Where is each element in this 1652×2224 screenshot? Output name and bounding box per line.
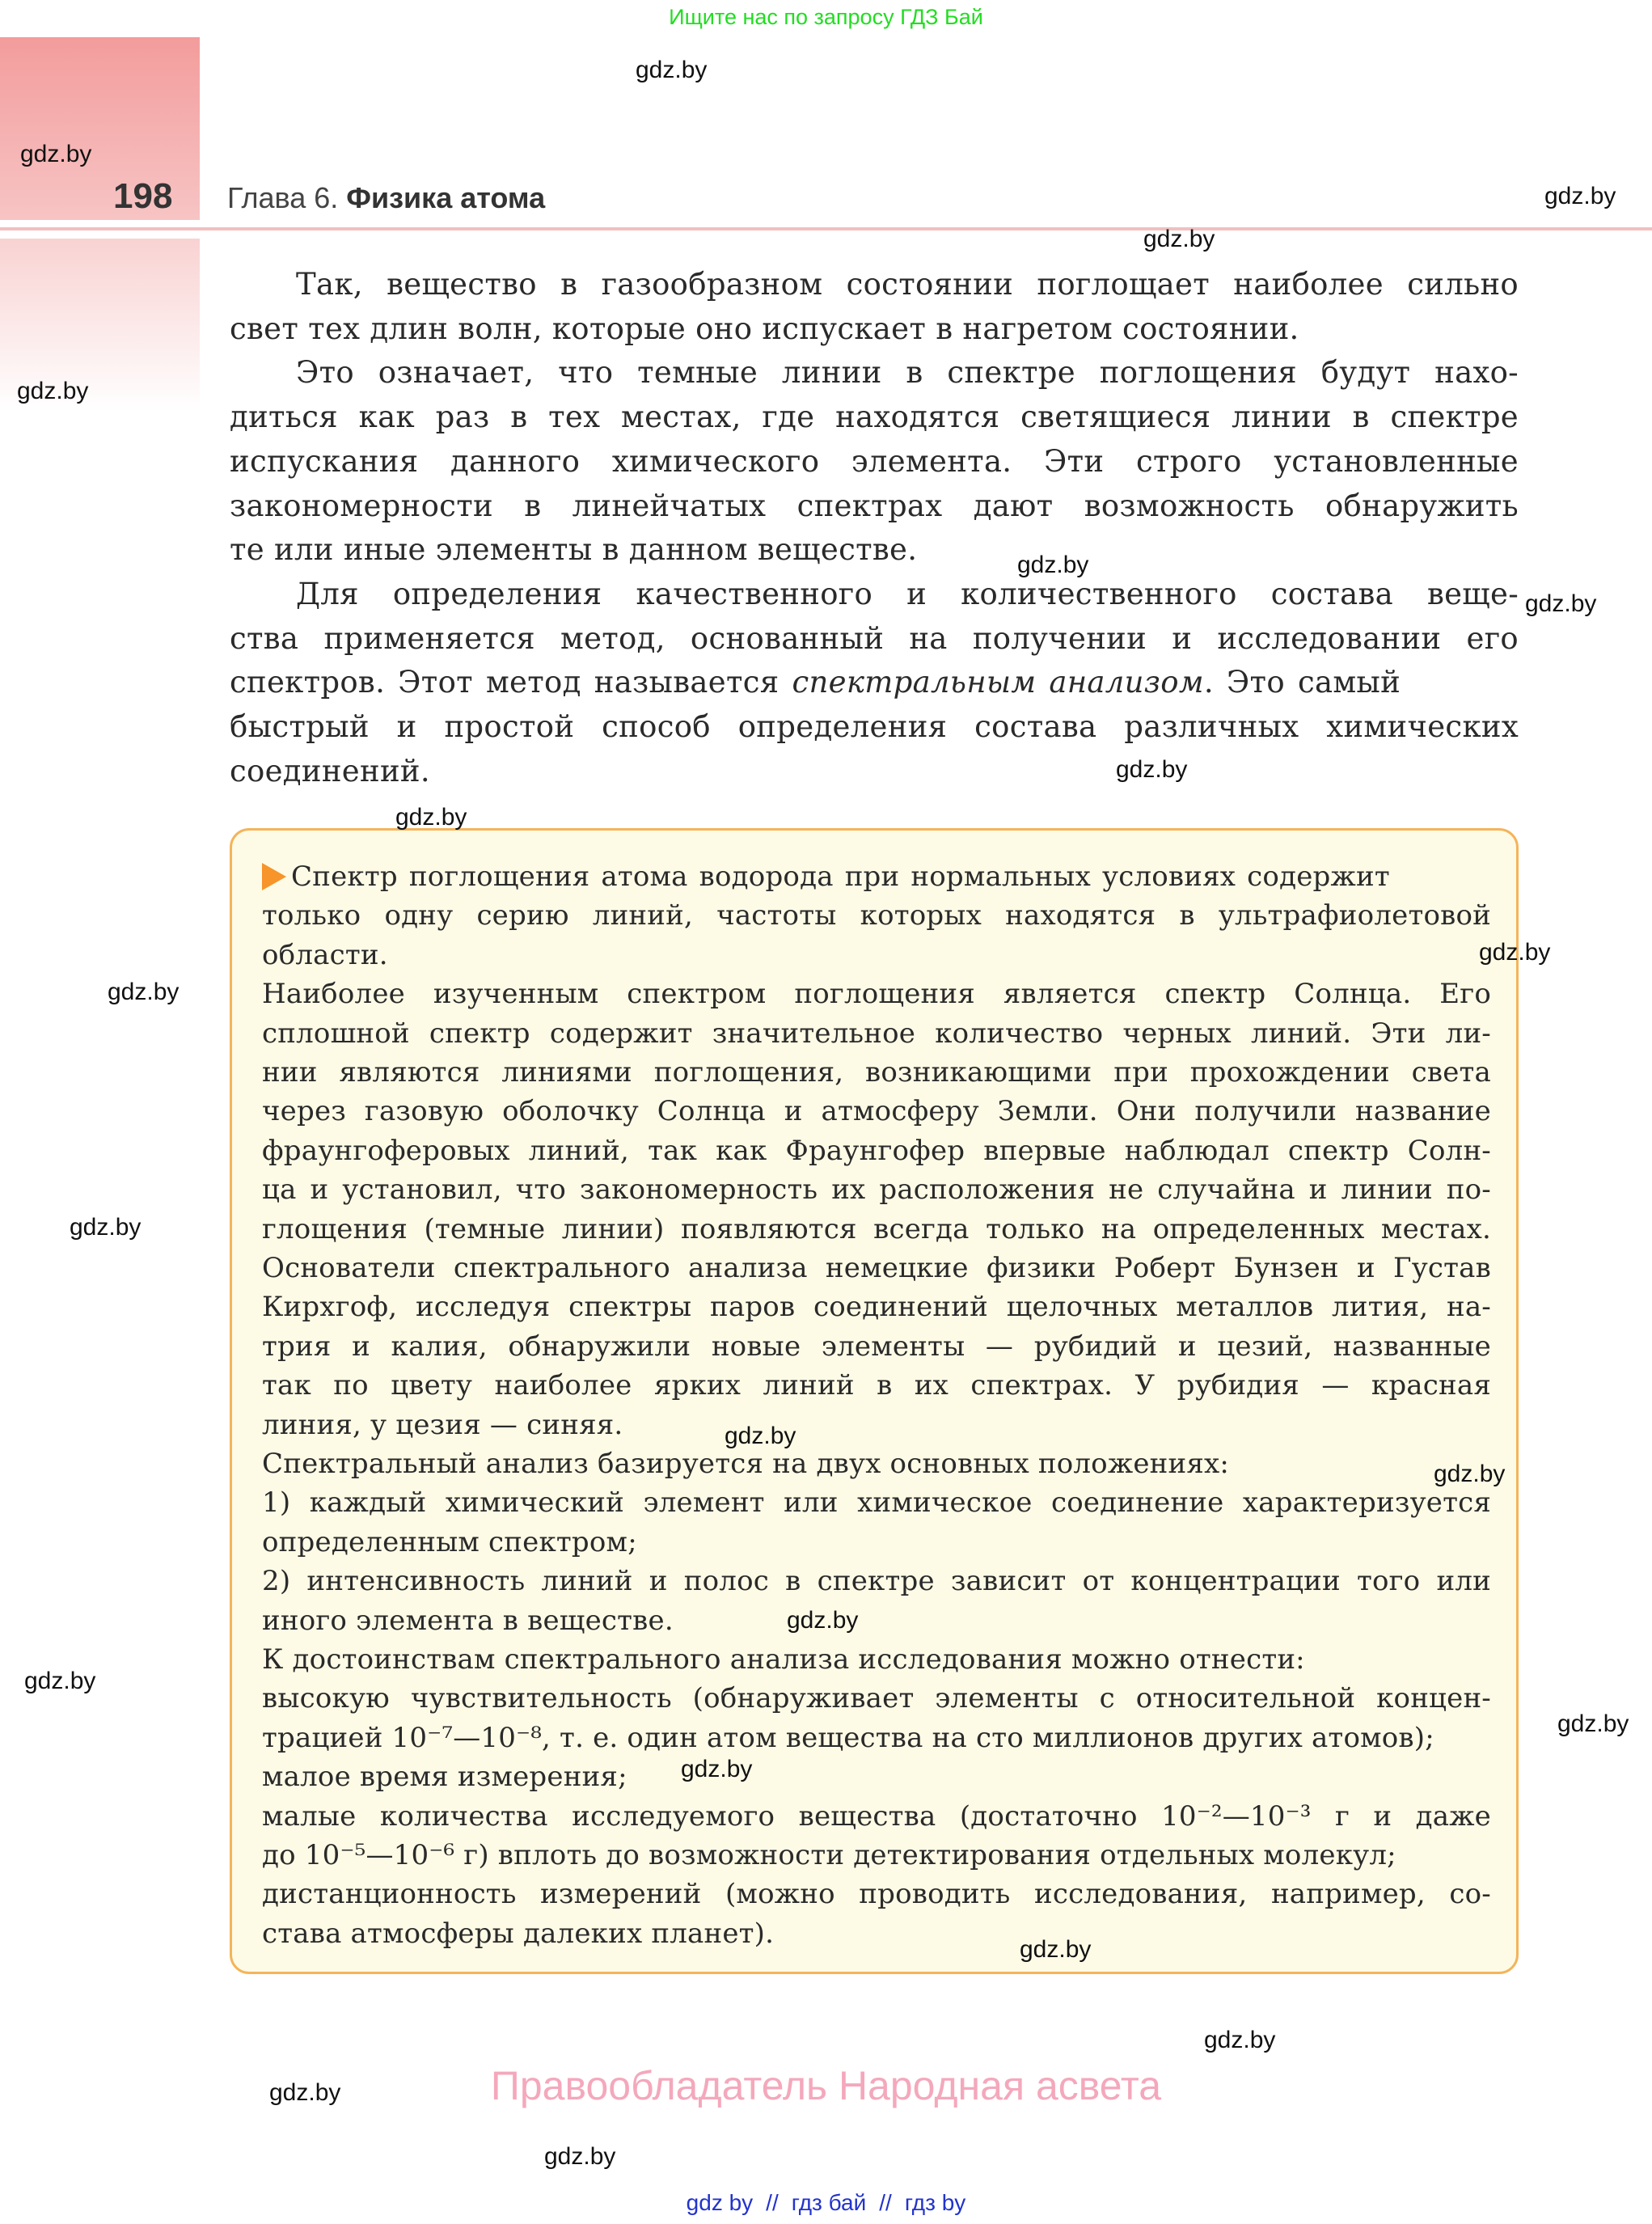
info-box-line: Кирхгоф, исследуя спектры паров соединений щелочных металлов лития, на-	[262, 1291, 1491, 1324]
body-line-text: . Это самый	[1203, 665, 1401, 700]
body-line: Это означает, что темные линии в спектре поглощения будут нахо-	[296, 355, 1519, 391]
body-line: свет тех длин волн, которые оно испускает в нагретом состоянии.	[230, 311, 1299, 346]
watermark-gdz: gdz.by	[681, 1756, 753, 1782]
info-box-line	[262, 857, 1491, 896]
info-box-line: так по цвету наиболее ярких линий в их спектрах. У рубидия — красная	[262, 1369, 1491, 1402]
top-ad-text[interactable]: Ищите нас по запросу ГДЗ Бай	[669, 5, 983, 29]
watermark-gdz: gdz.by	[1204, 2027, 1276, 2053]
watermark-gdz: gdz.by	[108, 979, 180, 1005]
footer-link-gdz-by-ru[interactable]: гдз by	[904, 2190, 966, 2215]
body-line: те или иные элементы в данном веществе.	[230, 532, 918, 568]
info-box-line: сплошной спектр содержит значительное количество черных линий. Эти ли-	[262, 1017, 1491, 1050]
chapter-title: Физика атома	[346, 181, 546, 214]
footer-link-gdz-bai[interactable]: гдз бай	[791, 2190, 867, 2215]
footer-link-gdz-by[interactable]: gdz by	[686, 2190, 754, 2215]
watermark-gdz: gdz.by	[1434, 1461, 1506, 1487]
info-box-line: Основатели спектрального анализа немецкие физики Роберт Бунзен и Густав	[262, 1252, 1491, 1284]
info-box-line: ца и установил, что закономерность их расположения не случайна и линии по-	[262, 1173, 1491, 1207]
info-box-line: К достоинствам спектрального анализа исследования можно отнести:	[262, 1643, 1305, 1676]
watermark-gdz: gdz.by	[1557, 1710, 1629, 1737]
chapter-label: Глава 6.	[227, 181, 339, 214]
info-box-line: дистанционность измерений (можно проводить исследования, например, со-	[262, 1878, 1491, 1911]
body-line: диться как раз в тех местах, где находятся светящиеся линии в спектре	[230, 400, 1519, 435]
chapter-heading	[227, 181, 545, 215]
page-number: 198	[113, 176, 173, 216]
info-box-line: определенным спектром;	[262, 1525, 637, 1558]
info-box-line: малые количества исследуемого вещества (достаточно 10⁻²—10⁻³ г и даже	[262, 1799, 1491, 1833]
body-line: испускания данного химического элемента. Эти строго установленные	[230, 443, 1519, 479]
watermark-gdz: gdz.by	[636, 57, 708, 83]
watermark-gdz: gdz.by	[1116, 756, 1188, 783]
info-box-line: через газовую оболочку Солнца и атмосферу Земли. Они получили название	[262, 1095, 1491, 1128]
watermark-gdz: gdz.by	[1020, 1936, 1092, 1963]
info-box	[230, 828, 1519, 1974]
watermark-gdz: gdz.by	[1544, 183, 1616, 209]
body-line: закономерности в линейчатых спектрах дают возможность обнаружить	[230, 488, 1519, 523]
watermark-gdz: gdz.by	[70, 1214, 142, 1241]
body-line	[230, 660, 1519, 704]
term-spectral-analysis: спектральным анализом	[792, 665, 1204, 700]
info-box-line: глощения (темные линии) появляются всегда только на определенных местах.	[262, 1212, 1491, 1245]
info-box-line: до 10⁻⁵—10⁻⁶ г) вплоть до возможности детектирования отдельных молекул;	[262, 1839, 1396, 1871]
arrow-marker-icon	[262, 863, 286, 890]
info-box-line: фраунгоферовых линий, так как Фраунгофер впервые наблюдал спектр Солн-	[262, 1134, 1491, 1167]
watermark-gdz: gdz.by	[1017, 552, 1089, 578]
footer-links	[0, 2190, 1652, 2216]
info-box-line: высокую чувствительность (обнаруживает элементы с относительной концен-	[262, 1682, 1491, 1715]
info-box-line: только одну серию линий, частоты которых находятся в ультрафиолетовой	[262, 899, 1491, 932]
watermark-gdz: gdz.by	[544, 2143, 616, 2170]
watermark-gdz: gdz.by	[1143, 226, 1215, 252]
info-box-line: Спектральный анализ базируется на двух основных положениях:	[262, 1448, 1230, 1480]
body-line: ства применяется метод, основанный на получении и исследовании его	[230, 620, 1519, 656]
info-box-line: линия, у цезия — синяя.	[262, 1408, 623, 1441]
info-box-line: Наиболее изученным спектром поглощения является спектр Солнца. Его	[262, 978, 1491, 1011]
info-box-line: нии являются линиями поглощения, возникающими при прохождении света	[262, 1056, 1491, 1089]
watermark-gdz: gdz.by	[20, 141, 92, 167]
info-box-line: трия и калия, обнаружили новые элементы — рубидий и цезий, названные	[262, 1330, 1491, 1363]
watermark-gdz: gdz.by	[395, 804, 467, 831]
watermark-gdz: gdz.by	[17, 378, 89, 404]
watermark-gdz: gdz.by	[269, 2079, 341, 2106]
body-line: Так, вещество в газообразном состоянии поглощает наиболее сильно	[296, 267, 1519, 302]
info-box-line: малое время измерения;	[262, 1761, 627, 1794]
footer-separator: //	[879, 2190, 892, 2215]
body-line: быстрый и простой способ определения состава различных химических	[230, 709, 1519, 744]
info-box-line-text: Спектр поглощения атома водорода при нормальных условиях содержит	[291, 860, 1390, 893]
header-rule	[0, 227, 1652, 230]
body-line-text: спектров. Этот метод называется	[230, 665, 792, 700]
watermark-gdz: gdz.by	[1479, 939, 1551, 966]
info-box-line: 1) каждый химический элемент или химическое соединение характеризуется	[262, 1486, 1491, 1520]
watermark-gdz: gdz.by	[1525, 590, 1597, 617]
copyright-notice: Правообладатель Народная асвета	[490, 2063, 1162, 2108]
info-box-line: 2) интенсивность линий и полос в спектре зависит от концентрации того или	[262, 1565, 1491, 1598]
footer-separator: //	[766, 2190, 779, 2215]
watermark-gdz: gdz.by	[24, 1668, 96, 1694]
watermark-gdz: gdz.by	[725, 1423, 796, 1449]
info-box-line: трацией 10⁻⁷—10⁻⁸, т. е. один атом вещества на сто миллионов других атомов);	[262, 1721, 1434, 1754]
info-box-line: става атмосферы далеких планет).	[262, 1917, 775, 1950]
body-line: Для определения качественного и количественного состава веще-	[296, 576, 1519, 611]
watermark-gdz: gdz.by	[787, 1607, 859, 1634]
info-box-line: иного элемента в веществе.	[262, 1604, 674, 1637]
body-line: соединений.	[230, 753, 430, 789]
info-box-line: области.	[262, 938, 388, 971]
